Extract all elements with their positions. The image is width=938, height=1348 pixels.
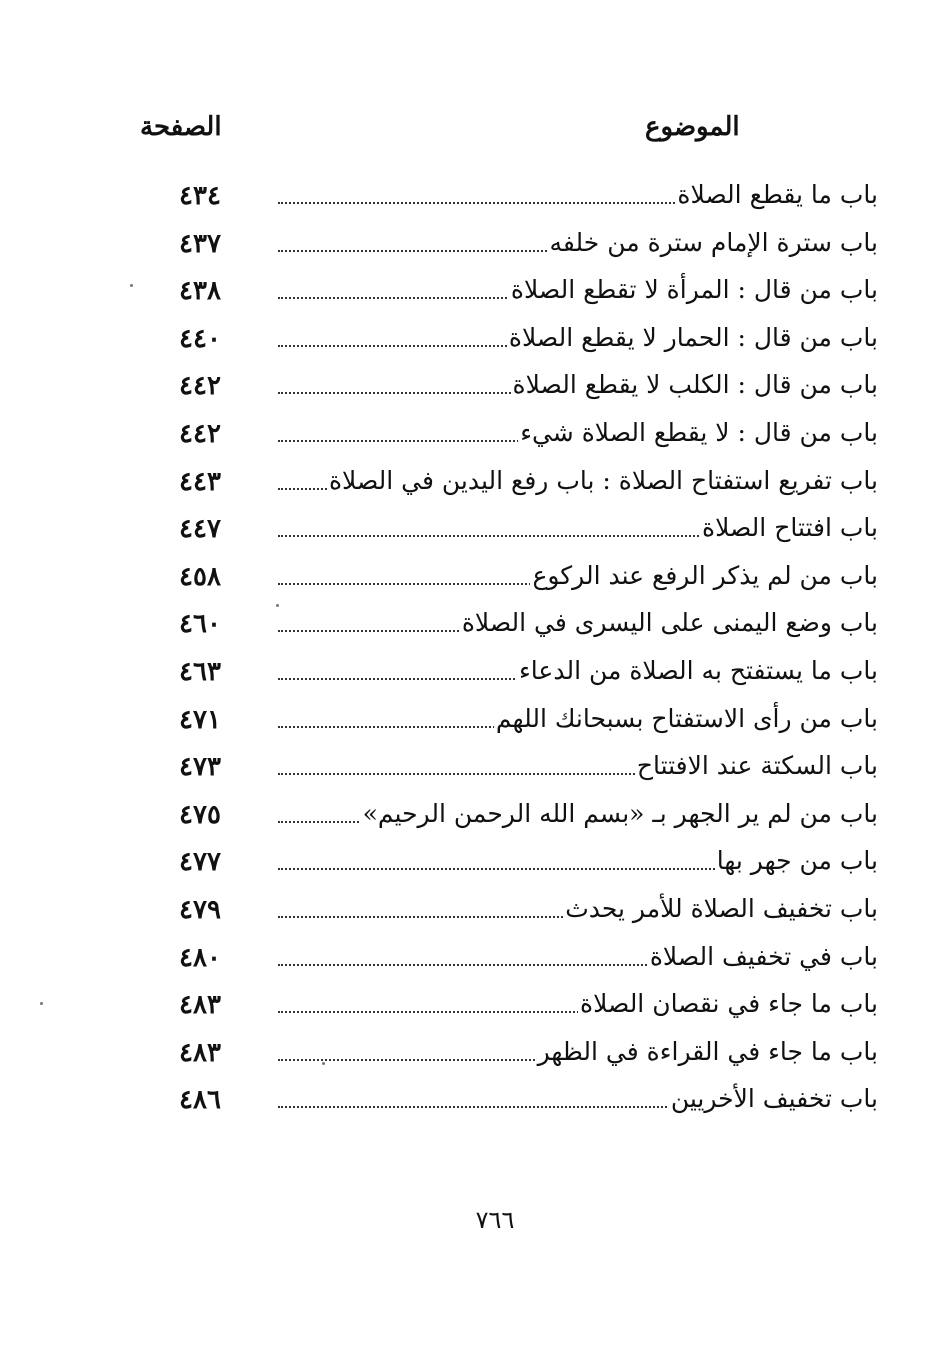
toc-entry-title: باب من لم ير الجهر بـ «بسم الله الرحمن الرحيم» — [361, 797, 878, 831]
toc-entry-page: ٤٤٢ — [179, 371, 221, 402]
toc-entry-page: ٤٤٧ — [179, 514, 221, 545]
toc-entry-title: باب تفريع استفتاح الصلاة : باب رفع اليدين في الصلاة — [327, 464, 878, 498]
toc-entry-title: باب افتتاح الصلاة — [700, 511, 878, 545]
toc-entry — [150, 1076, 890, 1124]
scan-speck — [40, 1002, 43, 1005]
toc-entry — [150, 315, 890, 363]
toc-entry-page: ٤٤٠ — [179, 323, 221, 354]
toc-entry-page: ٤٦٠ — [179, 609, 221, 640]
toc-entry-title: باب من جهر بها — [715, 844, 878, 878]
toc-entry-title: باب السكتة عند الافتتاح — [635, 749, 878, 783]
toc-entry — [150, 410, 890, 458]
toc-entry-title: باب في تخفيف الصلاة — [648, 940, 878, 974]
toc-entry-title: باب من قال : المرأة لا تقطع الصلاة — [509, 273, 878, 307]
toc-entry-title: باب من لم يذكر الرفع عند الركوع — [530, 559, 878, 593]
scan-speck — [276, 604, 279, 607]
toc-entry-page: ٤٣٧ — [179, 228, 221, 259]
toc-entry-title: باب ما يقطع الصلاة — [675, 178, 878, 212]
toc-entry-page: ٤٧٧ — [179, 847, 221, 878]
toc-entry — [150, 648, 890, 696]
toc-entry — [150, 362, 890, 410]
toc-entry — [150, 220, 890, 268]
toc-entry — [150, 267, 890, 315]
toc-entry — [150, 458, 890, 506]
toc-entry — [150, 838, 890, 886]
toc-entry-page: ٤٨٠ — [179, 942, 221, 973]
toc-entry — [150, 696, 890, 744]
toc-entry-title: باب تخفيف الصلاة للأمر يحدث — [563, 892, 878, 926]
toc-entry — [150, 553, 890, 601]
toc-entry-page: ٤٦٣ — [179, 656, 221, 687]
toc-entry — [150, 172, 890, 220]
table-of-contents — [150, 172, 890, 1124]
toc-entry-title: باب من قال : لا يقطع الصلاة شيء — [518, 416, 878, 450]
toc-entry-page: ٤٧١ — [179, 704, 221, 735]
toc-entry-title: باب ما جاء في نقصان الصلاة — [578, 987, 878, 1021]
toc-entry-page: ٤٤٣ — [179, 466, 221, 497]
toc-entry-page: ٤٥٨ — [179, 561, 221, 592]
toc-entry-title: باب ما يستفتح به الصلاة من الدعاء — [517, 654, 878, 688]
toc-entry — [150, 505, 890, 553]
toc-entry-title: باب من قال : الحمار لا يقطع الصلاة — [507, 321, 878, 355]
toc-entry-page: ٤٣٨ — [179, 276, 221, 307]
toc-entry-page: ٤٧٣ — [179, 752, 221, 783]
toc-entry — [150, 981, 890, 1029]
toc-entry-page: ٤٨٣ — [179, 990, 221, 1021]
toc-entry-title: باب من قال : الكلب لا يقطع الصلاة — [511, 368, 878, 402]
scan-speck — [130, 284, 133, 287]
toc-entry — [150, 600, 890, 648]
column-header-topic: الموضوع — [645, 112, 740, 142]
toc-entry-title: باب تخفيف الأخريين — [669, 1082, 878, 1116]
scan-speck — [322, 1062, 325, 1065]
toc-entry — [150, 743, 890, 791]
toc-entry — [150, 934, 890, 982]
toc-entry-page: ٤٨٣ — [179, 1037, 221, 1068]
toc-entry-page: ٤٤٢ — [179, 418, 221, 449]
toc-entry-page: ٤٣٤ — [179, 181, 221, 211]
toc-entry — [150, 791, 890, 839]
toc-entry-page: ٤٧٥ — [179, 799, 221, 830]
toc-entry-title: باب وضع اليمنى على اليسرى في الصلاة — [460, 606, 878, 640]
toc-entry-title: باب من رأى الاستفتاح بسبحانك اللهم — [494, 702, 878, 736]
toc-entry-page: ٤٨٦ — [179, 1085, 221, 1116]
column-header-page: الصفحة — [140, 112, 222, 142]
toc-entry — [150, 1029, 890, 1077]
toc-entry-page: ٤٧٩ — [179, 894, 221, 925]
toc-entry-title: باب ما جاء في القراءة في الظهر — [536, 1035, 878, 1069]
toc-entry-title: باب سترة الإمام سترة من خلفه — [547, 226, 878, 260]
toc-entry — [150, 886, 890, 934]
page-number: ٧٦٦ — [475, 1206, 515, 1234]
